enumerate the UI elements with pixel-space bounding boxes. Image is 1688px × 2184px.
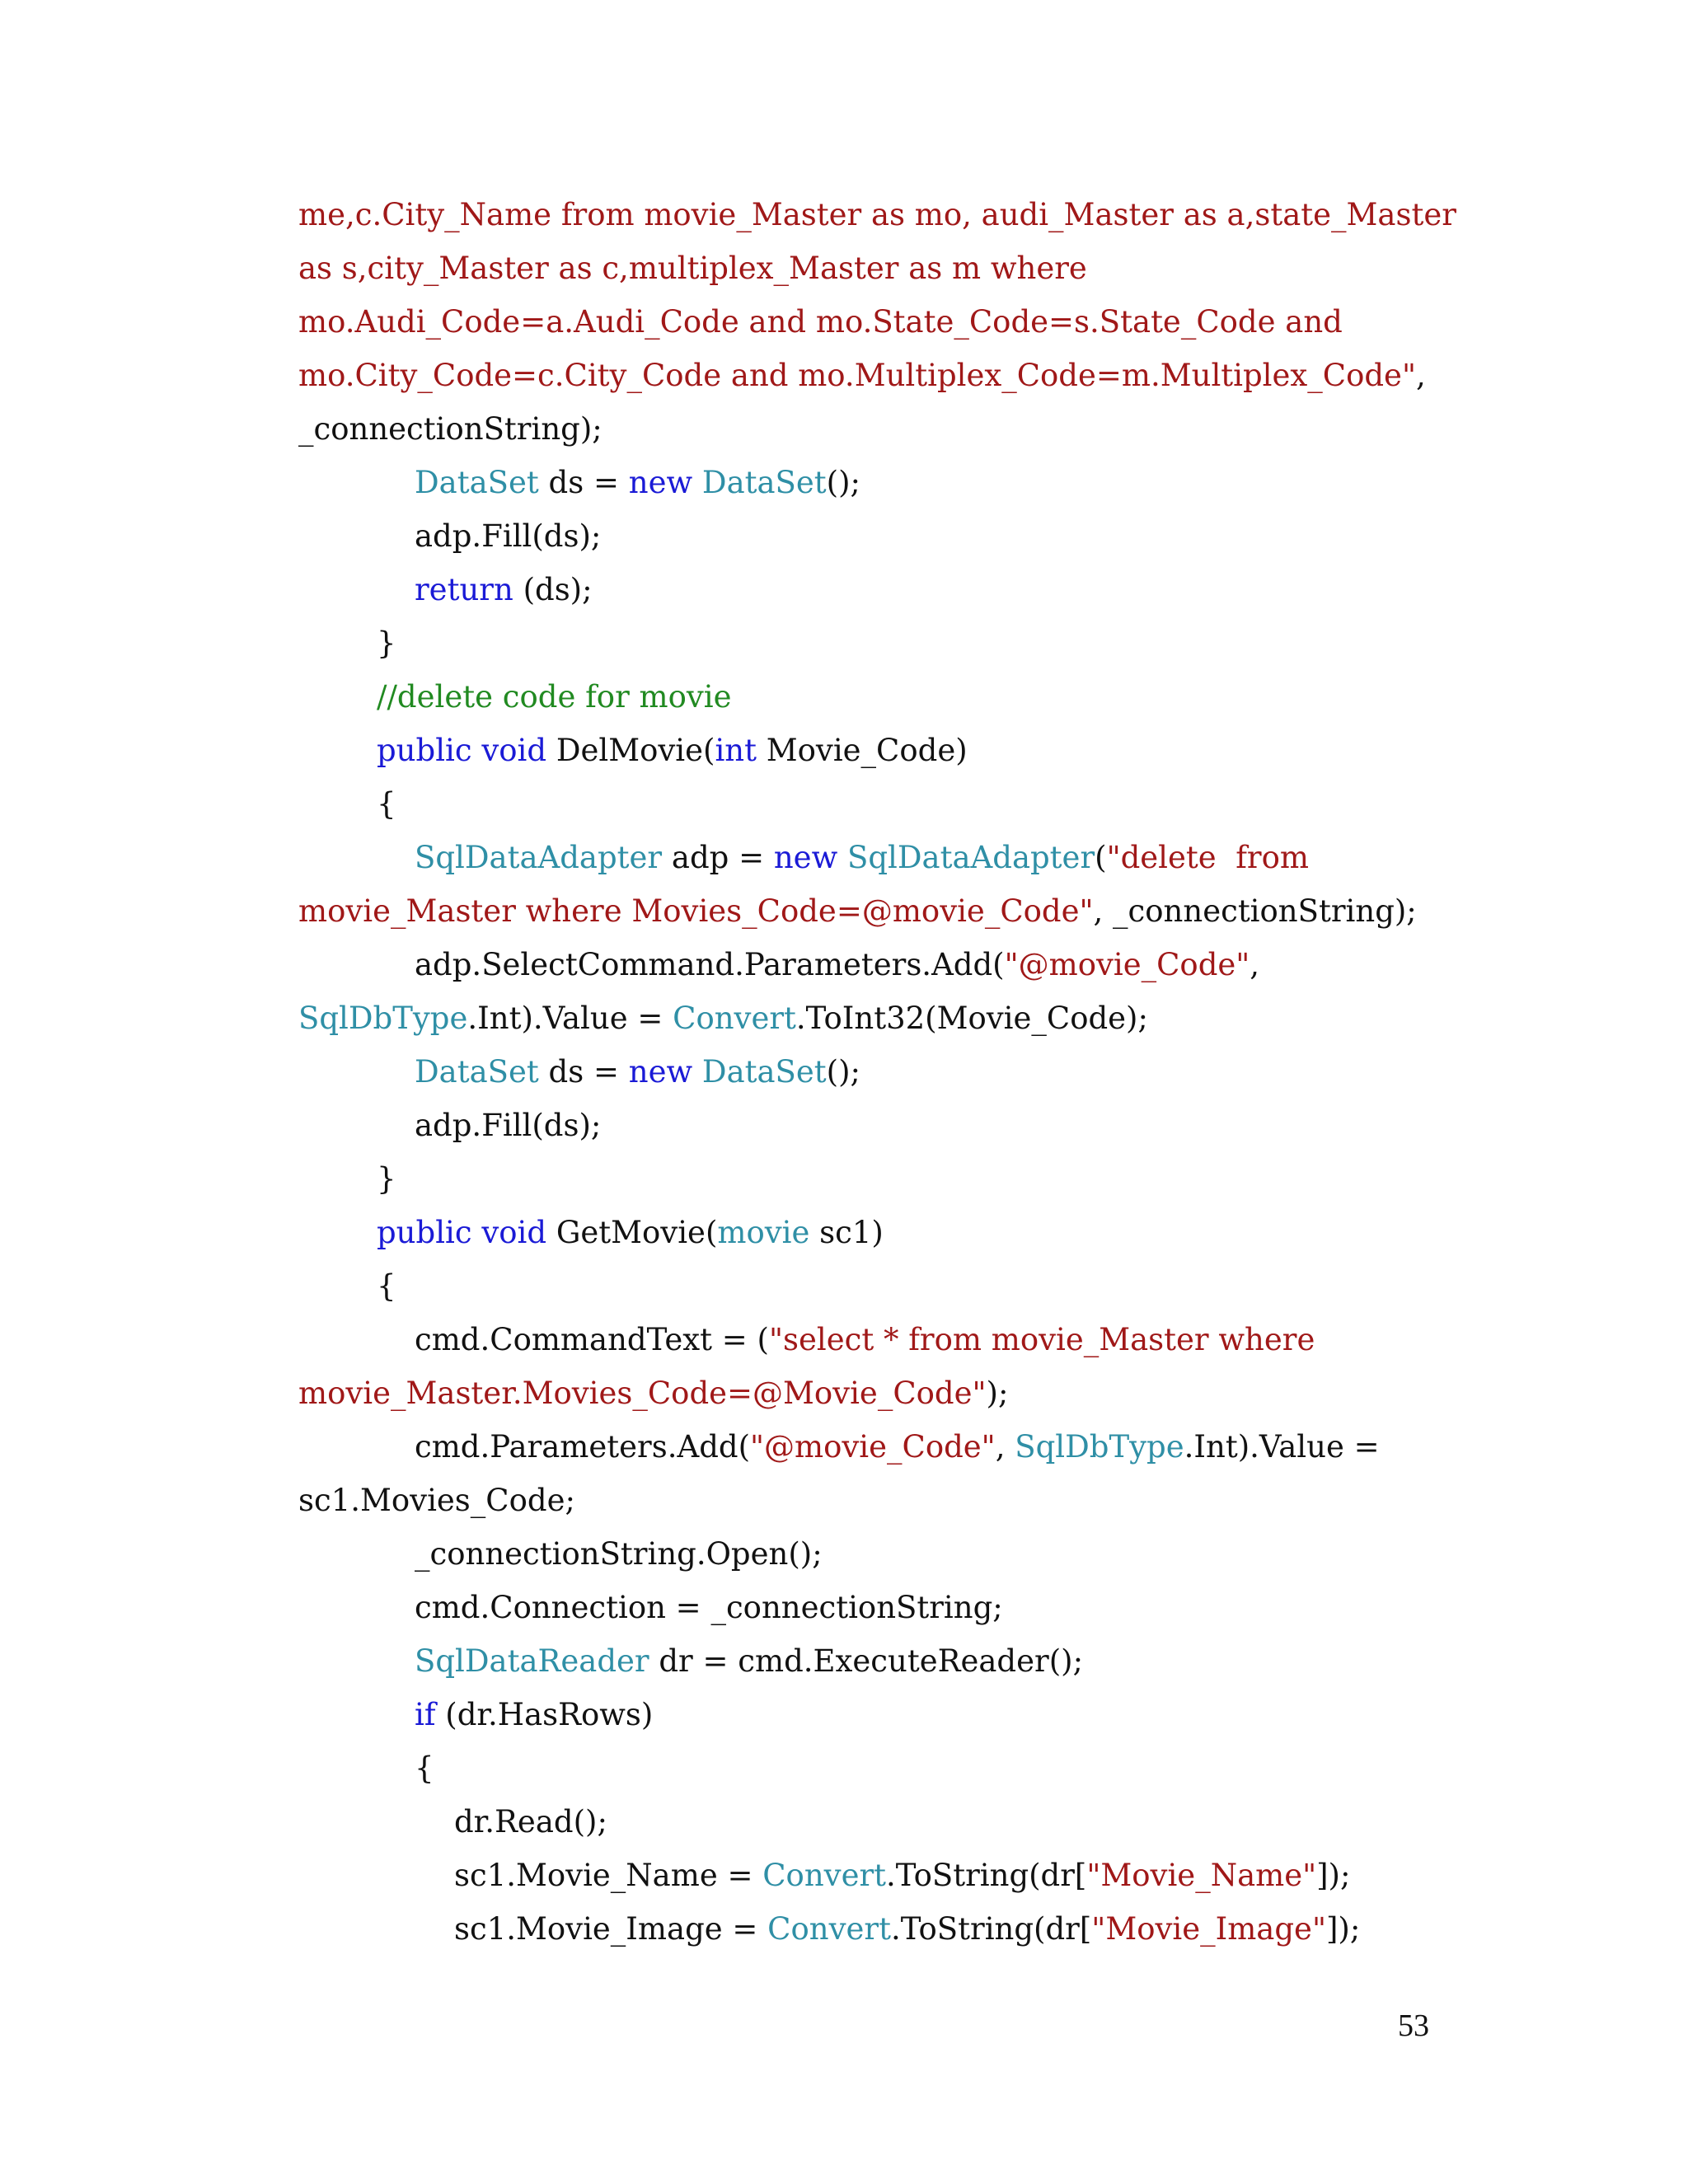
code-token: Convert [673, 1001, 796, 1036]
code-line [298, 349, 1452, 402]
code-token: movie_Master where Movies_Code=@movie_Code" [298, 893, 1094, 929]
code-line [298, 1795, 1452, 1849]
code-line [298, 1366, 1452, 1420]
code-line [298, 1313, 1452, 1366]
code-token: .Int).Value = [467, 1001, 673, 1036]
code-token: GetMovie( [546, 1215, 718, 1250]
code-line [298, 938, 1452, 991]
code-line [298, 402, 1452, 456]
code-line [298, 616, 1452, 670]
code-line [298, 831, 1452, 884]
code-token: SqlDataReader [415, 1643, 649, 1679]
code-token: public [377, 733, 472, 768]
code-token: int [715, 733, 757, 768]
code-token: "@movie_Code" [750, 1429, 996, 1465]
code-line [298, 1688, 1452, 1741]
code-token: } [377, 1161, 396, 1197]
code-token: void [481, 733, 547, 768]
code-token: _connectionString.Open(); [415, 1536, 823, 1572]
code-line [298, 509, 1452, 563]
code-line [298, 1045, 1452, 1099]
code-line [298, 1206, 1452, 1259]
code-line [298, 456, 1452, 509]
code-listing [298, 188, 1456, 1956]
code-token: (ds); [513, 572, 593, 607]
code-token: Movie_Code) [757, 733, 968, 768]
code-token: , [995, 1429, 1015, 1465]
code-token [837, 840, 847, 875]
code-token: dr = cmd.ExecuteReader(); [649, 1643, 1084, 1679]
code-token: SqlDbType [1015, 1429, 1184, 1465]
code-token: new [628, 1054, 693, 1090]
code-token: void [481, 1215, 547, 1250]
code-token: SqlDbType [298, 1001, 468, 1036]
code-token: .Int).Value = [1184, 1429, 1380, 1465]
code-token: DataSet [701, 465, 827, 500]
code-line [298, 1634, 1452, 1688]
code-token: new [628, 465, 693, 500]
code-line [298, 1849, 1452, 1902]
code-token: DataSet [701, 1054, 827, 1090]
code-token: ( [1095, 840, 1107, 875]
code-token: as s,city_Master as c,multiplex_Master as m where [298, 251, 1087, 286]
code-token: DelMovie( [546, 733, 715, 768]
code-token: "@movie_Code" [1004, 947, 1250, 982]
code-token [472, 1215, 482, 1250]
code-token: "delete from [1106, 840, 1309, 875]
code-line [298, 1099, 1452, 1152]
code-token: "Movie_Name" [1086, 1858, 1317, 1893]
code-token: DataSet [415, 465, 539, 500]
code-line [298, 563, 1452, 616]
code-token: cmd.CommandText = ( [415, 1322, 769, 1357]
code-token: public [377, 1215, 472, 1250]
code-line [298, 1420, 1452, 1474]
code-token: (dr.HasRows) [435, 1697, 654, 1732]
code-token: { [377, 786, 396, 822]
code-token: new [773, 840, 838, 875]
code-token: , [1415, 358, 1426, 393]
code-token: .ToString(dr[ [890, 1911, 1092, 1947]
code-token: adp.SelectCommand.Parameters.Add( [415, 947, 1005, 982]
code-token: ds = [538, 1054, 629, 1090]
code-token: (); [826, 1054, 861, 1090]
code-token: sc1.Movie_Image = [454, 1911, 768, 1947]
code-token: return [415, 572, 513, 607]
code-token: if [415, 1697, 436, 1732]
code-token: "select * from movie_Master where [768, 1322, 1315, 1357]
code-line [298, 1581, 1452, 1634]
code-token [692, 1054, 702, 1090]
code-token: .ToString(dr[ [886, 1858, 1087, 1893]
code-line [298, 884, 1452, 938]
code-token: cmd.Parameters.Add( [415, 1429, 750, 1465]
code-token: _connectionString); [298, 411, 603, 447]
code-token: (); [826, 465, 861, 500]
code-line [298, 777, 1452, 831]
code-token: movie [717, 1215, 810, 1250]
code-token: { [377, 1268, 396, 1304]
code-token: dr.Read(); [454, 1804, 607, 1840]
code-token: { [415, 1750, 434, 1786]
code-token: Convert [762, 1858, 887, 1893]
code-token: sc1.Movies_Code; [298, 1483, 575, 1518]
code-line [298, 241, 1452, 295]
code-token: SqlDataAdapter [847, 840, 1095, 875]
code-line [298, 991, 1452, 1045]
code-token: ds = [538, 465, 629, 500]
code-token [692, 465, 702, 500]
code-line [298, 724, 1452, 777]
code-token: //delete code for movie [377, 679, 732, 715]
code-token: DataSet [415, 1054, 539, 1090]
code-token: adp = [662, 840, 774, 875]
code-token: movie_Master.Movies_Code=@Movie_Code" [298, 1376, 987, 1411]
code-token: "Movie_Image" [1091, 1911, 1326, 1947]
code-token: .ToInt32(Movie_Code); [795, 1001, 1148, 1036]
code-token: cmd.Connection = _connectionString; [415, 1590, 1003, 1625]
code-token: sc1) [809, 1215, 884, 1250]
code-line [298, 1259, 1452, 1313]
code-line [298, 1902, 1452, 1956]
code-token: adp.Fill(ds); [415, 1108, 602, 1143]
code-line [298, 1474, 1452, 1527]
code-token [472, 733, 482, 768]
code-token: sc1.Movie_Name = [454, 1858, 763, 1893]
code-token: mo.Audi_Code=a.Audi_Code and mo.State_Code=s.State_Code and [298, 304, 1343, 340]
code-token: SqlDataAdapter [415, 840, 663, 875]
code-token: ]); [1316, 1858, 1351, 1893]
code-token: adp.Fill(ds); [415, 518, 602, 554]
code-token: , [1250, 947, 1260, 982]
page-number: 53 [1398, 2008, 1429, 2043]
code-line [298, 1527, 1452, 1581]
code-line [298, 295, 1452, 349]
code-line [298, 670, 1452, 724]
code-token: me,c.City_Name from movie_Master as mo, audi_Master as a,state_Master [298, 197, 1456, 232]
code-token: } [377, 626, 396, 661]
code-line [298, 1741, 1452, 1795]
code-line [298, 1152, 1452, 1206]
code-token: ); [986, 1376, 1009, 1411]
code-token: Convert [767, 1911, 891, 1947]
code-token: ]); [1325, 1911, 1361, 1947]
code-token: , _connectionString); [1093, 893, 1417, 929]
code-line [298, 188, 1456, 241]
code-token: mo.City_Code=c.City_Code and mo.Multiplex_Code=m.Multiplex_Code" [298, 358, 1416, 393]
